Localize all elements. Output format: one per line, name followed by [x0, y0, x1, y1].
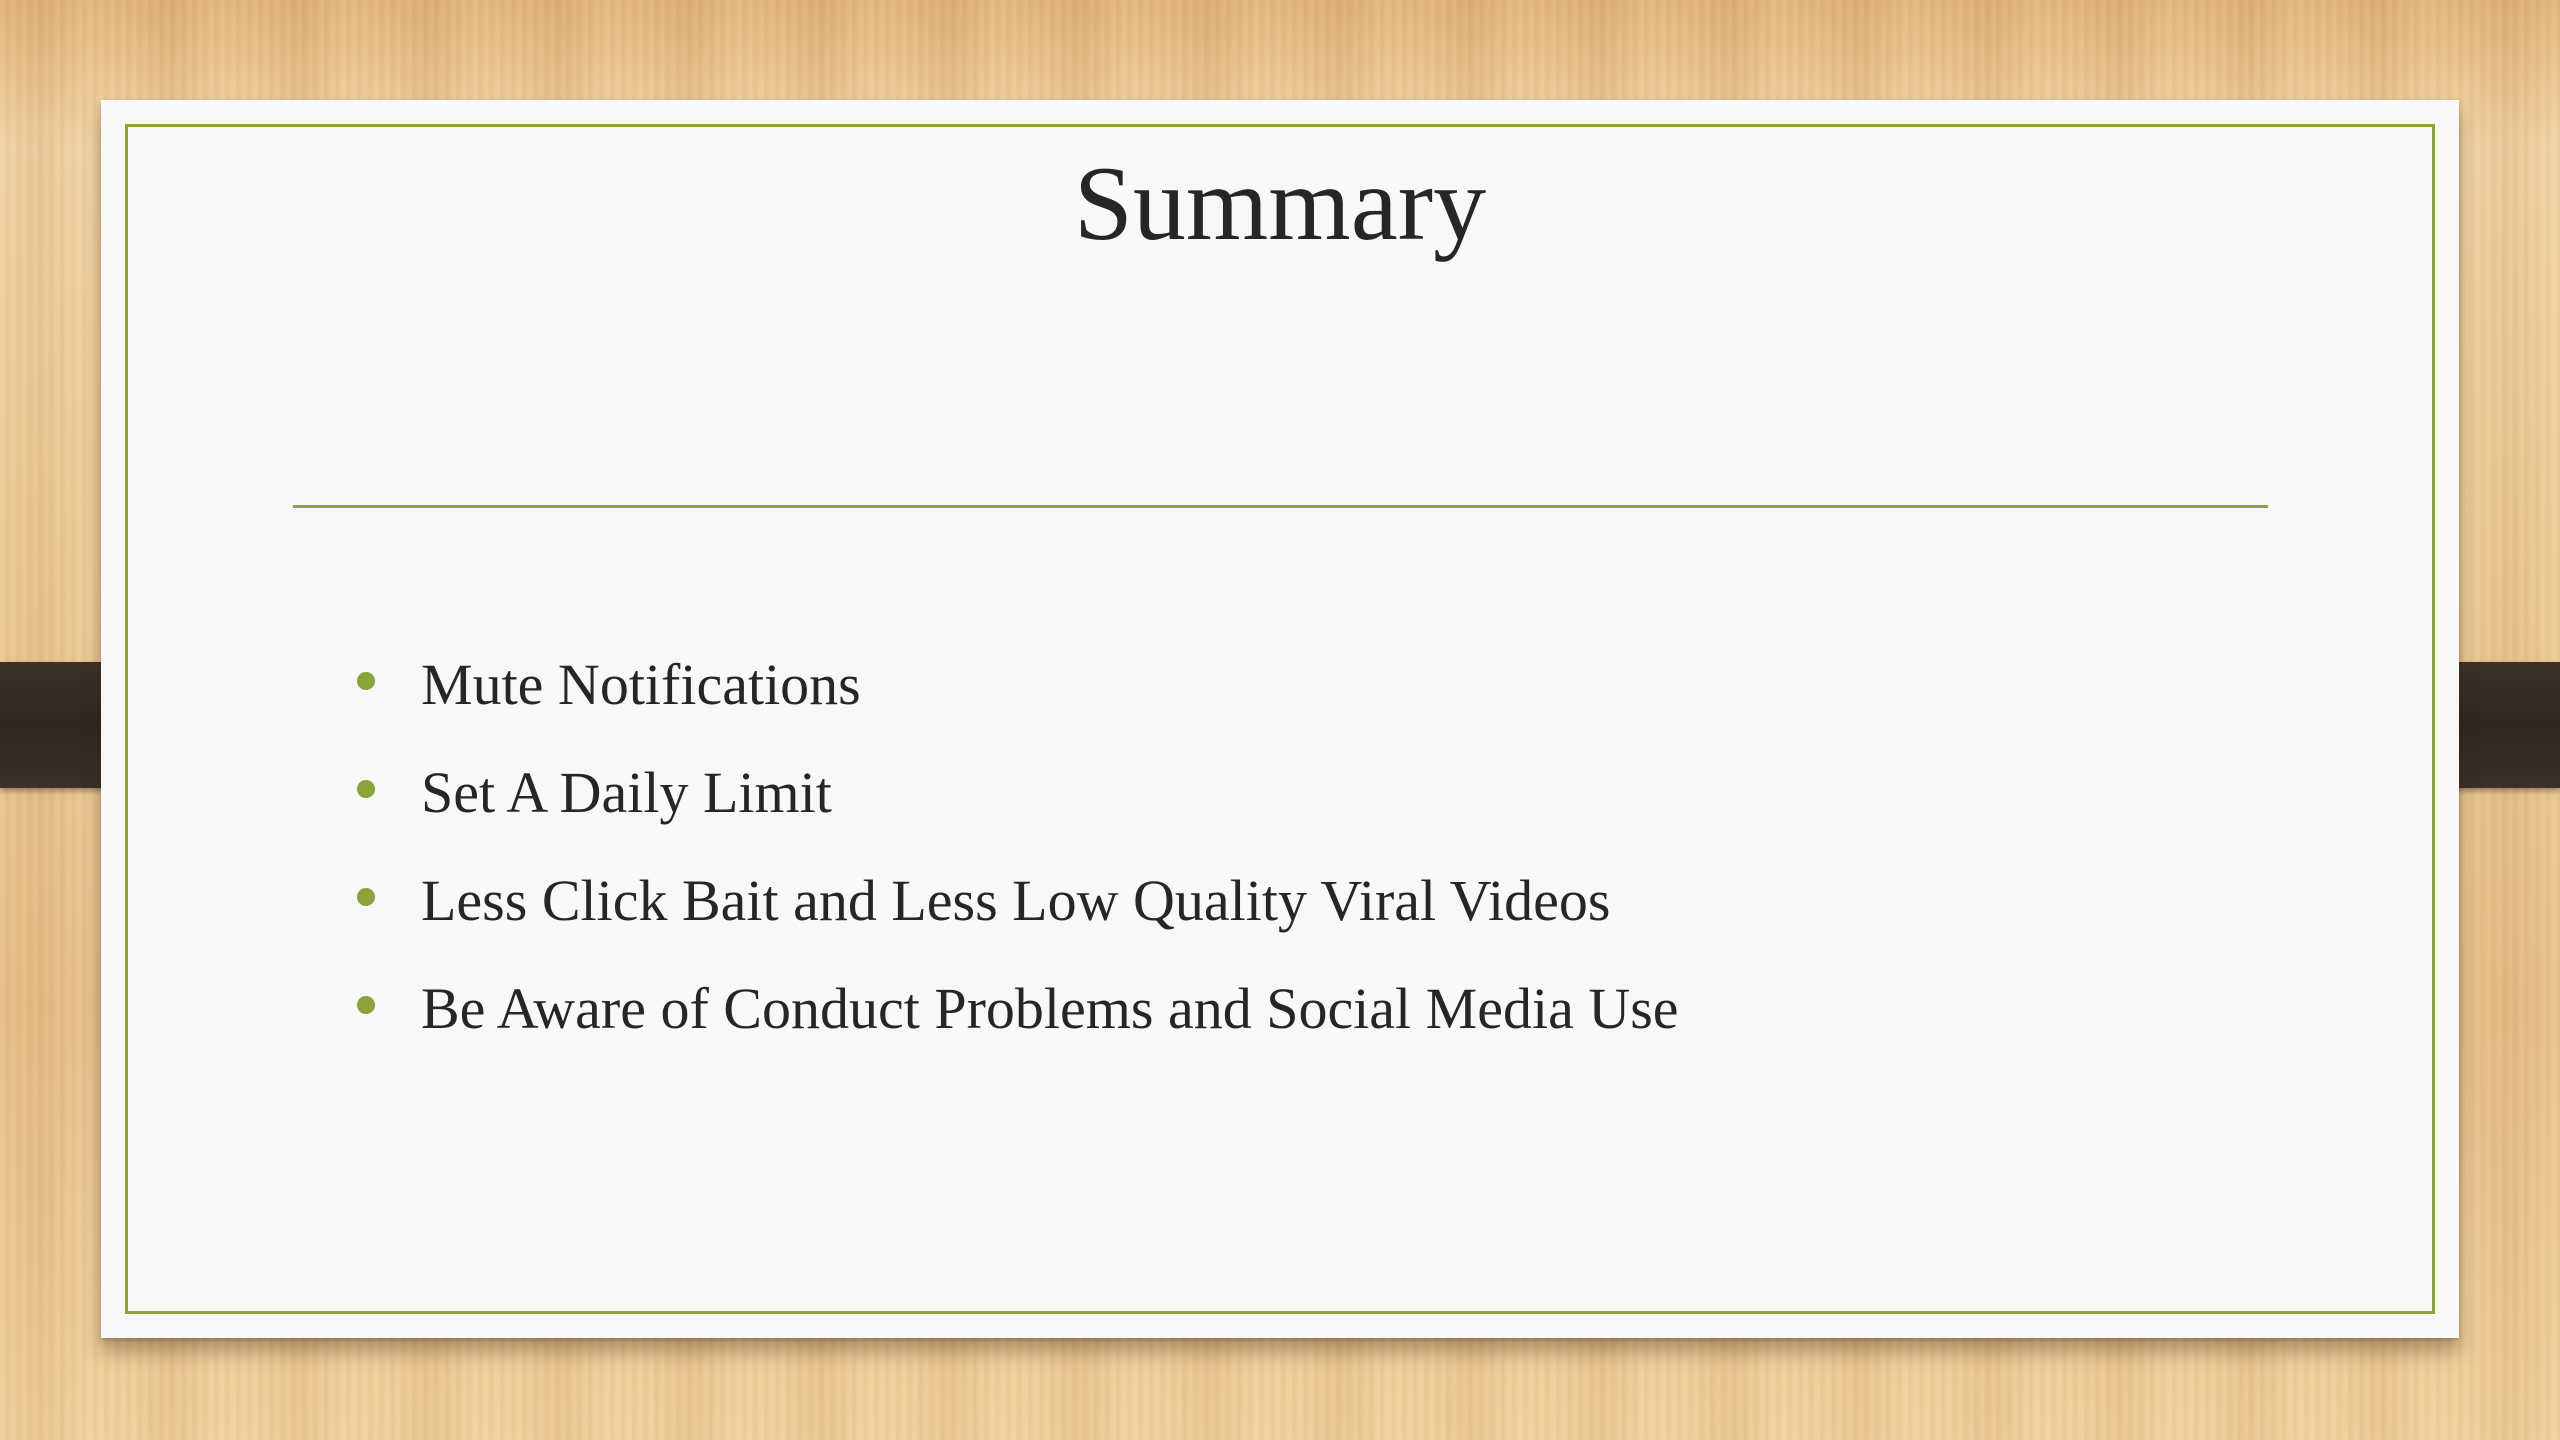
bullet-text: Less Click Bait and Less Low Quality Viral Videos [421, 868, 1611, 933]
slide [101, 100, 2459, 1338]
title-divider [293, 505, 2268, 508]
bullet-dot-icon [357, 672, 375, 690]
bullet-dot-icon [357, 996, 375, 1014]
bullet-item [357, 640, 1679, 748]
bullet-text: Mute Notifications [421, 652, 861, 717]
bullet-item [357, 964, 1679, 1072]
bullet-text: Set A Daily Limit [421, 760, 832, 825]
bullet-dot-icon [357, 888, 375, 906]
bullet-dot-icon [357, 780, 375, 798]
slide-title: Summary [1073, 145, 1487, 262]
bullet-text: Be Aware of Conduct Problems and Social Media Use [421, 976, 1679, 1041]
bullet-list [357, 640, 1679, 1072]
bullet-item [357, 748, 1679, 856]
bullet-item [357, 856, 1679, 964]
